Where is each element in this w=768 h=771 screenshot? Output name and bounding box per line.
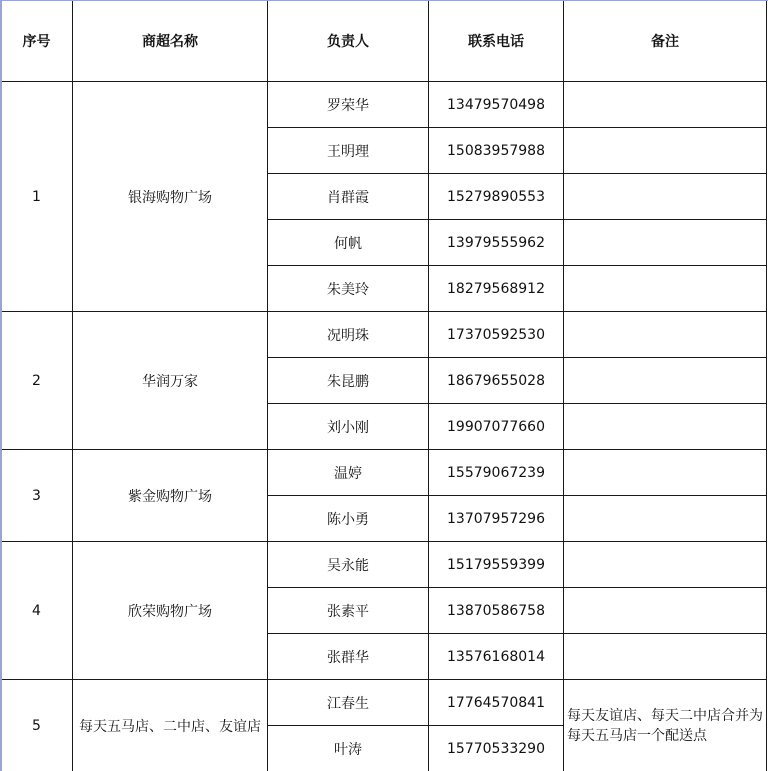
phone-cell: 15279890553 [429, 174, 564, 220]
phone-cell: 15770533290 [429, 726, 564, 771]
note-cell [564, 358, 767, 404]
manager-cell: 陈小勇 [268, 496, 429, 542]
header-phone: 联系电话 [429, 1, 564, 82]
phone-cell: 13707957296 [429, 496, 564, 542]
header-seq: 序号 [1, 1, 73, 82]
header-note: 备注 [564, 1, 767, 82]
store-cell: 欣荣购物广场 [73, 542, 268, 680]
manager-cell: 罗荣华 [268, 82, 429, 128]
note-cell [564, 588, 767, 634]
seq-cell: 1 [1, 82, 73, 312]
phone-cell: 18279568912 [429, 266, 564, 312]
manager-cell: 温婷 [268, 450, 429, 496]
manager-cell: 朱美玲 [268, 266, 429, 312]
manager-cell: 江春生 [268, 680, 429, 726]
manager-cell: 叶涛 [268, 726, 429, 771]
note-cell [564, 220, 767, 266]
note-cell: 每天友谊店、每天二中店合并为每天五马店一个配送点 [564, 680, 767, 771]
phone-cell: 13979555962 [429, 220, 564, 266]
manager-cell: 王明理 [268, 128, 429, 174]
seq-cell: 3 [1, 450, 73, 542]
store-cell: 银海购物广场 [73, 82, 268, 312]
note-cell [564, 128, 767, 174]
manager-cell: 肖群霞 [268, 174, 429, 220]
note-cell [564, 450, 767, 496]
note-cell [564, 404, 767, 450]
phone-cell: 18679655028 [429, 358, 564, 404]
phone-cell: 15083957988 [429, 128, 564, 174]
phone-cell: 13870586758 [429, 588, 564, 634]
manager-cell: 刘小刚 [268, 404, 429, 450]
note-cell [564, 312, 767, 358]
manager-cell: 何帆 [268, 220, 429, 266]
manager-cell: 张群华 [268, 634, 429, 680]
note-cell [564, 496, 767, 542]
note-cell [564, 634, 767, 680]
header-manager: 负责人 [268, 1, 429, 82]
header-row [1, 1, 767, 82]
phone-cell: 13576168014 [429, 634, 564, 680]
store-cell: 华润万家 [73, 312, 268, 450]
store-cell: 每天五马店、二中店、友谊店 [73, 680, 268, 771]
manager-cell: 张素平 [268, 588, 429, 634]
table-row [1, 542, 767, 588]
table-row [1, 312, 767, 358]
manager-cell: 吴永能 [268, 542, 429, 588]
note-cell [564, 542, 767, 588]
note-cell [564, 82, 767, 128]
manager-cell: 况明珠 [268, 312, 429, 358]
table-row [1, 680, 767, 726]
note-cell [564, 266, 767, 312]
phone-cell: 17370592530 [429, 312, 564, 358]
phone-cell: 19907077660 [429, 404, 564, 450]
note-cell [564, 174, 767, 220]
sheet-top-border [0, 0, 768, 1]
manager-cell: 朱昆鹏 [268, 358, 429, 404]
header-store: 商超名称 [73, 1, 268, 82]
phone-cell: 15179559399 [429, 542, 564, 588]
sheet-left-border [0, 0, 2, 771]
seq-cell: 2 [1, 312, 73, 450]
seq-cell: 4 [1, 542, 73, 680]
store-cell: 紫金购物广场 [73, 450, 268, 542]
phone-cell: 17764570841 [429, 680, 564, 726]
phone-cell: 13479570498 [429, 82, 564, 128]
table-row [1, 450, 767, 496]
table-row [1, 82, 767, 128]
phone-cell: 15579067239 [429, 450, 564, 496]
seq-cell: 5 [1, 680, 73, 771]
